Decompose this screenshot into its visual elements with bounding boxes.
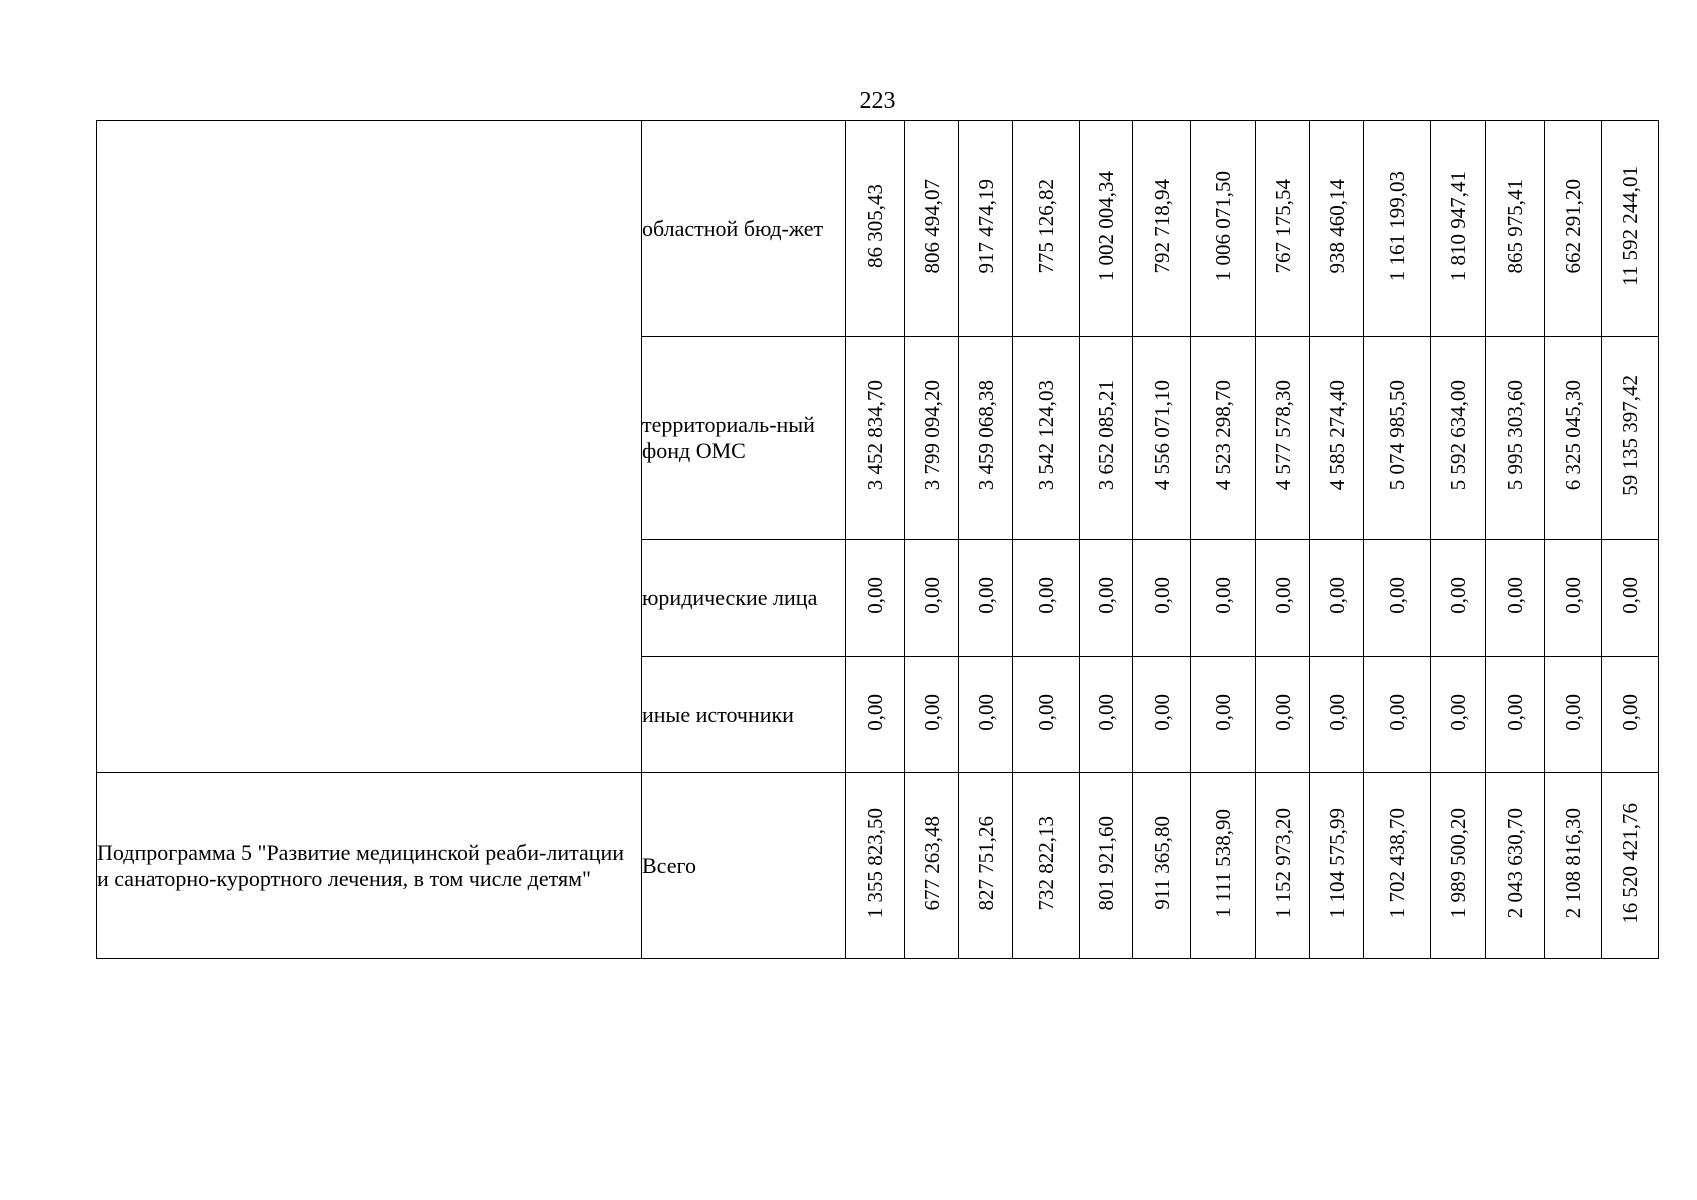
value-cell xyxy=(1310,337,1364,540)
value-cell xyxy=(1013,337,1080,540)
value-cell xyxy=(1013,540,1080,657)
value-cell xyxy=(1486,337,1545,540)
value-cell-total xyxy=(1602,657,1659,773)
value: 865 975,41 xyxy=(1503,178,1527,274)
funding-source: территориаль-ный фонд ОМС xyxy=(642,337,846,540)
value: 3 452 834,70 xyxy=(863,380,887,491)
value-cell-total xyxy=(1602,540,1659,657)
value-cell xyxy=(1545,337,1602,540)
value: 0,00 xyxy=(1270,577,1295,614)
value-cell xyxy=(846,337,905,540)
value-cell xyxy=(1545,540,1602,657)
value-cell xyxy=(846,540,905,657)
value-cell xyxy=(1080,773,1133,959)
value-cell xyxy=(1545,773,1602,959)
program-name-cell xyxy=(97,121,642,773)
value: 0,00 xyxy=(1324,693,1349,731)
value: 938 460,14 xyxy=(1324,178,1349,274)
funding-source: иные источники xyxy=(642,657,846,773)
value: 767 175,54 xyxy=(1270,178,1295,274)
value: 5 074 985,50 xyxy=(1385,380,1409,491)
value: 3 459 068,38 xyxy=(973,380,998,491)
value-cell xyxy=(1364,337,1431,540)
value: 4 585 274,40 xyxy=(1324,380,1349,491)
value: 0,00 xyxy=(919,693,944,731)
value-cell xyxy=(1486,121,1545,337)
value: 662 291,20 xyxy=(1561,178,1585,274)
value: 0,00 xyxy=(863,693,887,731)
value: 86 305,43 xyxy=(863,184,887,268)
value-cell xyxy=(1364,657,1431,773)
value: 1 810 947,41 xyxy=(1446,170,1470,282)
value: 0,00 xyxy=(1094,577,1118,614)
value-cell xyxy=(959,540,1013,657)
value: 0,00 xyxy=(1324,577,1349,614)
value-cell xyxy=(959,121,1013,337)
value-cell xyxy=(1310,121,1364,337)
value-cell-total xyxy=(1602,121,1659,337)
value: 1 161 199,03 xyxy=(1385,170,1409,282)
value-cell xyxy=(959,657,1013,773)
value: 59 135 397,42 xyxy=(1618,375,1642,496)
value-cell xyxy=(905,540,959,657)
value-cell xyxy=(1256,657,1310,773)
value-cell xyxy=(1364,121,1431,337)
value: 0,00 xyxy=(973,577,998,614)
value-cell xyxy=(846,657,905,773)
value-cell xyxy=(1080,121,1133,337)
value: 11 592 244,01 xyxy=(1618,166,1642,286)
value: 801 921,60 xyxy=(1094,815,1118,911)
value-cell xyxy=(1191,657,1256,773)
value: 775 126,82 xyxy=(1034,178,1058,274)
value-cell xyxy=(1310,773,1364,959)
value: 16 520 421,76 xyxy=(1618,802,1642,924)
value: 0,00 xyxy=(1034,693,1058,731)
value: 5 592 634,00 xyxy=(1446,380,1470,491)
value: 0,00 xyxy=(1211,577,1235,614)
value-cell xyxy=(1486,773,1545,959)
funding-source: Всего xyxy=(642,773,846,959)
value-cell xyxy=(1191,337,1256,540)
value-cell xyxy=(1080,540,1133,657)
value-cell xyxy=(1431,121,1486,337)
value-cell xyxy=(1191,773,1256,959)
value: 1 104 575,99 xyxy=(1324,807,1349,919)
value: 1 111 538,90 xyxy=(1211,808,1235,918)
value-cell xyxy=(905,773,959,959)
value: 0,00 xyxy=(1149,693,1174,731)
value: 0,00 xyxy=(1561,693,1585,731)
value-cell xyxy=(1486,540,1545,657)
value-cell xyxy=(959,773,1013,959)
value: 4 577 578,30 xyxy=(1270,380,1295,491)
value-cell xyxy=(1431,657,1486,773)
value: 0,00 xyxy=(1503,693,1527,731)
value: 827 751,26 xyxy=(973,815,998,911)
value-cell xyxy=(1545,121,1602,337)
value: 0,00 xyxy=(919,577,944,614)
value: 0,00 xyxy=(1503,577,1527,614)
value-cell xyxy=(1080,337,1133,540)
table-row xyxy=(97,773,1659,959)
value-cell xyxy=(1256,337,1310,540)
value-cell-total xyxy=(1602,773,1659,959)
value: 0,00 xyxy=(1618,693,1642,731)
value-cell xyxy=(1545,657,1602,773)
value: 2 043 630,70 xyxy=(1503,807,1527,919)
value-cell xyxy=(1133,773,1191,959)
value-cell xyxy=(1431,540,1486,657)
value: 911 365,80 xyxy=(1149,816,1174,910)
value-cell xyxy=(1133,657,1191,773)
value-cell xyxy=(1133,337,1191,540)
value-cell xyxy=(1256,773,1310,959)
value: 0,00 xyxy=(1446,577,1470,614)
value: 6 325 045,30 xyxy=(1561,380,1585,491)
value-cell xyxy=(1256,121,1310,337)
value: 0,00 xyxy=(1385,577,1409,614)
value: 4 523 298,70 xyxy=(1211,380,1235,491)
value: 3 652 085,21 xyxy=(1094,380,1118,491)
program-name-cell: Подпрограмма 5 "Развитие медицинской реаби-литации и санаторно-курортного лечения, в том числе детям" xyxy=(97,773,642,959)
value: 0,00 xyxy=(1149,577,1174,614)
value-cell xyxy=(959,337,1013,540)
value: 0,00 xyxy=(1094,693,1118,731)
value-cell xyxy=(905,657,959,773)
value: 1 152 973,20 xyxy=(1270,807,1295,919)
value: 1 355 823,50 xyxy=(863,807,887,919)
value-cell xyxy=(846,773,905,959)
funding-source: юридические лица xyxy=(642,540,846,657)
value: 792 718,94 xyxy=(1149,178,1174,274)
value: 0,00 xyxy=(1211,693,1235,731)
value-cell xyxy=(1431,337,1486,540)
value-cell xyxy=(1013,657,1080,773)
value-cell xyxy=(1191,540,1256,657)
value: 1 006 071,50 xyxy=(1211,170,1235,282)
value-cell xyxy=(1486,657,1545,773)
table-row xyxy=(97,121,1659,337)
page-number: 223 xyxy=(859,88,896,114)
value: 0,00 xyxy=(1618,577,1642,614)
value-cell xyxy=(1256,540,1310,657)
funding-source: областной бюд-жет xyxy=(642,121,846,337)
value-cell-total xyxy=(1602,337,1659,540)
value: 806 494,07 xyxy=(919,178,944,274)
value-cell xyxy=(1310,540,1364,657)
value: 0,00 xyxy=(973,693,998,731)
value: 0,00 xyxy=(1561,577,1585,614)
value-cell xyxy=(1431,773,1486,959)
value: 4 556 071,10 xyxy=(1149,380,1174,491)
value-cell xyxy=(1191,121,1256,337)
value: 0,00 xyxy=(1034,577,1058,614)
value-cell xyxy=(1013,121,1080,337)
value: 3 799 094,20 xyxy=(919,380,944,491)
value-cell xyxy=(1133,121,1191,337)
value: 2 108 816,30 xyxy=(1561,807,1585,919)
value-cell xyxy=(1364,773,1431,959)
value: 0,00 xyxy=(1446,693,1470,731)
value: 0,00 xyxy=(863,577,887,614)
value-cell xyxy=(905,337,959,540)
value-cell xyxy=(1133,540,1191,657)
value: 1 002 004,34 xyxy=(1094,170,1118,282)
value: 1 702 438,70 xyxy=(1385,807,1409,919)
value: 1 989 500,20 xyxy=(1446,807,1470,919)
value: 0,00 xyxy=(1385,693,1409,731)
value-cell xyxy=(1310,657,1364,773)
value-cell xyxy=(846,121,905,337)
value: 5 995 303,60 xyxy=(1503,380,1527,491)
value-cell xyxy=(1364,540,1431,657)
value: 3 542 124,03 xyxy=(1034,380,1058,491)
value: 0,00 xyxy=(1270,693,1295,731)
funding-table xyxy=(96,120,1659,959)
value-cell xyxy=(905,121,959,337)
value-cell xyxy=(1013,773,1080,959)
value-cell xyxy=(1080,657,1133,773)
value: 677 263,48 xyxy=(919,815,944,911)
value: 732 822,13 xyxy=(1034,815,1058,911)
value: 917 474,19 xyxy=(973,178,998,274)
